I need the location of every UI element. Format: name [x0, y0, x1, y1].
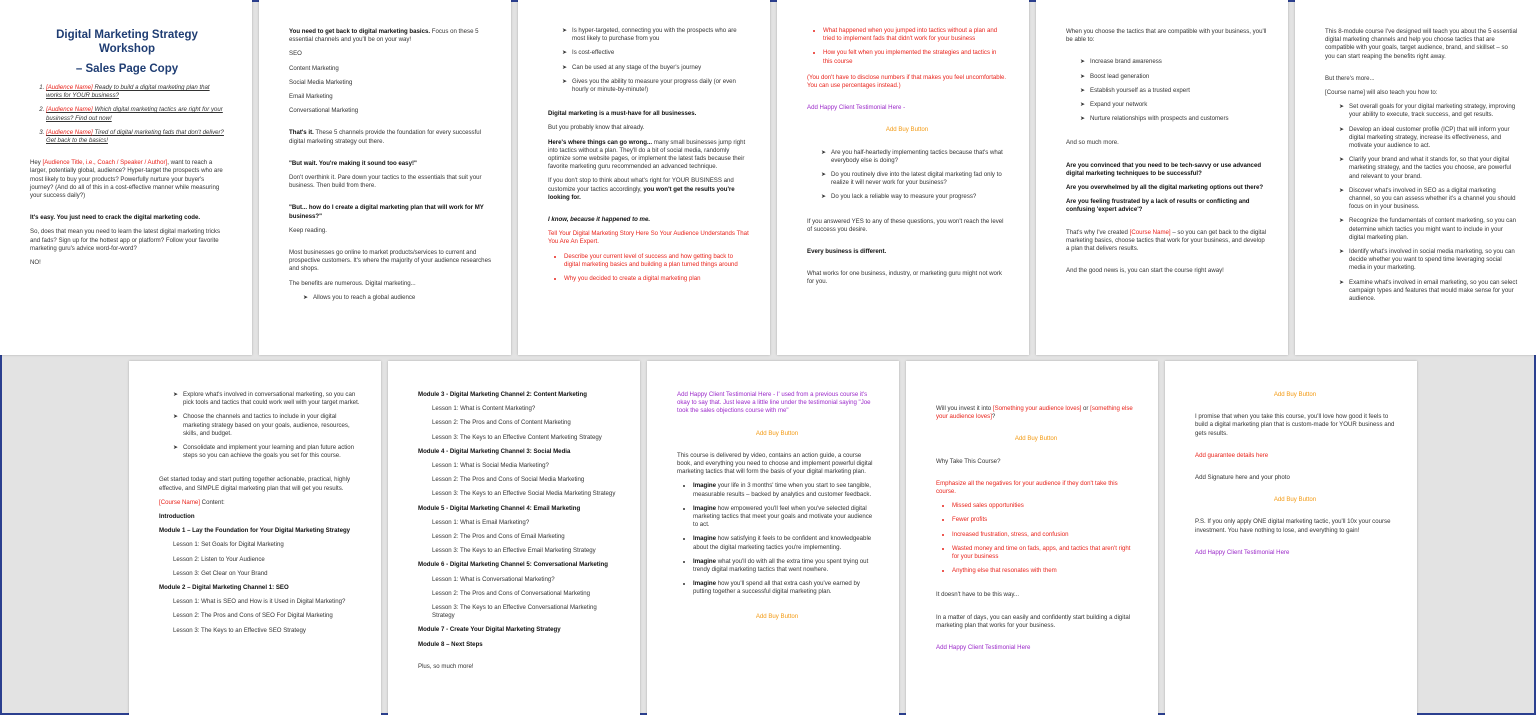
- imagine-text: what you'll do with all the extra time you spent trying out trendy digital marketing tactics that went nowhere.: [693, 557, 869, 574]
- buy-button-placeholder: Add Buy Button: [1273, 496, 1317, 504]
- lesson-item: Lesson 2: The Pros and Cons of SEO For Digital Marketing: [173, 612, 333, 620]
- channel-item: Email Marketing: [289, 93, 333, 101]
- thats-rest: These 5 channels provide the foundation for every successful digital marketing strategy out there.: [289, 129, 482, 145]
- negative-item: • Anything else that resonates with them: [952, 567, 1136, 575]
- page-9: [647, 361, 899, 715]
- get-started-paragraph: Get started today and start putting together actionable, practical, highly effective, and SIMPLE digital marketing plan that will get you results.: [159, 476, 351, 492]
- imagine-item: [693, 535, 877, 551]
- delivered-paragraph: This course is delivered by video, contains an action guide, a course book, and everything you need to choose and implement powerful digital marketing tactics that will form the basis of your digital marketing plan.: [677, 451, 873, 476]
- headline-item: [46, 129, 224, 145]
- imagine-bold: Imagine: [693, 557, 717, 565]
- module-heading: Module 8 – Next Steps: [418, 640, 483, 648]
- module-heading: Module 2 – Digital Marketing Channel 1: SEO: [159, 584, 289, 592]
- page-2: [259, 0, 511, 355]
- module-heading: Module 1 – Lay the Foundation for Your Digital Marketing Strategy: [159, 527, 351, 535]
- imagine-item: [693, 580, 877, 596]
- lesson-item: Lesson 3: The Keys to an Effective SEO Strategy: [173, 626, 306, 634]
- outcome-item: ➤ Clarify your brand and what it stands for, so that your digital marketing strategy, and the tactics you choose, are powerful and relevant to your brand.: [1339, 156, 1518, 181]
- testimonial-placeholder: Add Happy Client Testimonial Here -: [807, 104, 906, 112]
- hey-paragraph: [30, 159, 224, 200]
- title-line-1: Digital Marketing Strategy: [56, 29, 198, 41]
- thats-why-paragraph: [1066, 229, 1268, 254]
- headline-item: [46, 84, 224, 100]
- content-label: Content:: [199, 498, 225, 506]
- imagine-bold: Imagine: [693, 535, 717, 543]
- invest-paragraph: [936, 405, 1136, 421]
- if-yes-paragraph: If you answered YES to any of these questions, you won't reach the level of success you desire.: [807, 217, 1004, 233]
- page-4: [777, 0, 1029, 355]
- testimonial-placeholder: Add Happy Client Testimonial Here - I' used from a previous course it's okay to say that. Just leave a little line under the testimonial saying "Joe took the sales objections course with me": [677, 391, 871, 415]
- easy-heading: It's easy. You just need to crack the digital marketing code.: [30, 214, 201, 222]
- buy-button-placeholder: Add Buy Button: [885, 126, 929, 134]
- outcome-item: ➤ Examine what's involved in email marketing, so you can select campaign types and features that would make sense for your audience.: [1339, 279, 1518, 304]
- thats-pre: That's why I've created: [1066, 228, 1130, 236]
- module-heading: Module 5 - Digital Marketing Channel 4: Email Marketing: [418, 504, 581, 512]
- signature-placeholder: Add Signature here and your photo: [1195, 474, 1290, 482]
- most-paragraph: Most businesses go online to market products/services to current and prospective customers. It's where the majority of your audience researches and shops.: [289, 249, 492, 273]
- lesson-item: Lesson 3: The Keys to an Effective Social Media Marketing Strategy: [432, 490, 616, 498]
- question-item: ➤ Do you routinely dive into the latest digital marketing fad only to realize it will never work for your business?: [821, 171, 1007, 187]
- title-line-3: – Sales Page Copy: [75, 63, 179, 75]
- lesson-item: Lesson 3: The Keys to an Effective Email Marketing Strategy: [432, 547, 596, 555]
- story-item: • Describe your current level of success and how getting back to digital marketing basics and building a plan turned things around: [564, 253, 750, 269]
- headline-item: [46, 106, 224, 122]
- hey-prefix: Hey: [30, 159, 43, 167]
- benefit-item: ➤ Can be used at any stage of the buyer's journey: [562, 64, 750, 72]
- benefit-item: ➤ Is hyper-targeted, connecting you with the prospects who are most likely to purchase from you: [562, 27, 750, 43]
- must-heading: Digital marketing is a must-have for all businesses.: [548, 110, 697, 118]
- buy-button-placeholder: Add Buy Button: [1014, 435, 1058, 443]
- story-list: [548, 253, 750, 284]
- outcome-item: ➤ Discover what's involved in SEO as a digital marketing channel, so you can assess whether it's a channel you should focus on in your business.: [1339, 187, 1518, 212]
- lesson-item: Lesson 1: What is Email Marketing?: [432, 518, 530, 526]
- content-heading: [159, 499, 361, 507]
- thats-rest: – so you can get back to the digital marketing basics, choose tactics that work for your business, and develop a plan that delivers results.: [1066, 228, 1267, 253]
- story-item: • How you felt when you implemented the strategies and tactics in this course: [823, 49, 1007, 65]
- page-6: [1295, 0, 1536, 355]
- lesson-item: Lesson 2: The Pros and Cons of Conversational Marketing: [432, 589, 591, 597]
- ability-item: ➤ Increase brand awareness: [1080, 58, 1268, 66]
- if-pre: If you don't stop to think about what's right for YOUR BUSINESS and customize your tactics accordingly,: [548, 177, 734, 193]
- keep-reading: Keep reading.: [289, 226, 327, 234]
- outcome-item: ➤ Consolidate and implement your learning and plan future action steps so you can achieve the goals you set for this course.: [173, 444, 361, 460]
- if-bold: you won't get the results you're looking for.: [548, 185, 735, 201]
- when-paragraph: When you choose the tactics that are compatible with your business, you'll be able to:: [1066, 28, 1267, 44]
- negative-item: • Fewer profits: [952, 516, 1136, 524]
- headline-text: Ready to build a digital marketing plan that works for YOUR business?: [46, 84, 210, 100]
- imagine-list: [677, 482, 877, 596]
- imagine-text: your life in 3 months' time when you start to see tangible, measurable results – backed by analytics and customer feedback.: [693, 482, 872, 498]
- lesson-item: Lesson 1: Set Goals for Digital Marketing: [173, 541, 284, 549]
- ps-paragraph: P.S. If you only apply ONE digital marketing tactic, you'll 10x your course investment. You have nothing to lose, and everything to gain!: [1195, 518, 1391, 534]
- why-heading: Why Take This Course?: [936, 457, 1001, 465]
- lesson-item: Lesson 2: Listen to Your Audience: [173, 555, 265, 563]
- outcome-list: [159, 391, 361, 460]
- page-7: [129, 361, 381, 715]
- basics-paragraph: [289, 28, 491, 44]
- page-1: [0, 0, 252, 355]
- benefit-list: [289, 294, 491, 302]
- imagine-item: [693, 505, 877, 530]
- lesson-item: Lesson 3: The Keys to an Effective Content Marketing Strategy: [432, 433, 602, 441]
- thats-paragraph: [289, 129, 491, 145]
- audience-tag: [Audience Name]: [46, 128, 93, 136]
- wrong-paragraph: [548, 139, 750, 172]
- lesson-item: Lesson 3: The Keys to an Effective Conversational Marketing Strategy: [432, 604, 597, 620]
- outcome-item: ➤ Recognize the fundamentals of content marketing, so you can determine which tactics you might want to include in your digital marketing plan.: [1339, 217, 1518, 242]
- negative-item: • Wasted money and time on fads, apps, and tactics that aren't right for your business: [952, 545, 1136, 561]
- outcome-item: ➤ Explore what's involved in conversational marketing, so you can pick tools and tactics that could work well with your target market.: [173, 391, 361, 407]
- audience-love-tag: [something else your audience loves]: [936, 405, 1133, 421]
- lesson-item: Lesson 2: The Pros and Cons of Email Marketing: [432, 533, 565, 541]
- story-item: • What happened when you jumped into tactics without a plan and tried to implement fads that didn't work for your business: [823, 27, 1007, 43]
- doesnt-have-to: It doesn't have to be this way...: [936, 591, 1020, 599]
- question-heading: Are you feeling frustrated by a lack of results or conflicting and confusing 'expert advice'?: [1066, 198, 1250, 214]
- negative-item: • Missed sales opportunities: [952, 502, 1136, 510]
- more-text: And so much more.: [1066, 139, 1119, 147]
- benefit-list: [548, 27, 750, 94]
- ability-list: [1066, 58, 1268, 123]
- intro-paragraph: This 8-module course I've designed will teach you about the 5 essential digital marketing channels and help you choose tactics that are compatible with your goals, target audience, brand, and skillset – so you can start reaping the benefits right away.: [1325, 28, 1518, 60]
- buy-button-placeholder: Add Buy Button: [755, 429, 799, 437]
- basics-bold: You need to get back to digital marketing basics.: [289, 28, 431, 35]
- title-line-2: Workshop: [98, 43, 155, 55]
- but-wait-heading: "But wait. You're making it sound too easy!": [289, 159, 417, 167]
- testimonial-placeholder: Add Happy Client Testimonial Here: [1195, 548, 1290, 556]
- lesson-item: Lesson 1: What is Conversational Marketing?: [432, 575, 555, 583]
- guarantee-placeholder: Add guarantee details here: [1195, 451, 1269, 459]
- question-item: ➤ Do you lack a reliable way to measure your progress?: [821, 193, 1007, 201]
- page-5: [1036, 0, 1288, 355]
- buy-button-placeholder: Add Buy Button: [1273, 391, 1317, 398]
- outcome-list: [1325, 103, 1518, 303]
- imagine-text: how you'll spend all that extra cash you've earned by putting together a successful digital marketing plan.: [693, 580, 860, 596]
- every-heading: Every business is different.: [807, 248, 887, 256]
- emphasize-prompt: Emphasize all the negatives for your audience if they don't take this course.: [936, 479, 1118, 496]
- page-10: [906, 361, 1158, 715]
- thats-bold: That's it.: [289, 129, 314, 137]
- ability-item: ➤ Expand your network: [1080, 101, 1268, 109]
- lesson-item: Lesson 3: Get Clear on Your Brand: [173, 569, 268, 577]
- matter-of-days: In a matter of days, you can easily and confidently start building a digital marketing plan that works for your business.: [936, 613, 1131, 629]
- wrong-bold: Here's where things can go wrong...: [548, 138, 653, 146]
- question-item: ➤ Are you half-heartedly implementing tactics because that's what everybody else is doing?: [821, 149, 1007, 165]
- benefit-item: ➤ Allows you to reach a global audience: [303, 294, 491, 302]
- invest-or: or: [1081, 405, 1091, 412]
- audience-tag: [Audience Name]: [46, 106, 93, 114]
- module-heading: Introduction: [159, 513, 195, 521]
- module-heading: Module 6 - Digital Marketing Channel 5: Conversational Marketing: [418, 561, 608, 569]
- promise-paragraph: I promise that when you take this course, you'll love how good it feels to build a digital marketing plan that is custom-made for YOUR business and gets results.: [1195, 413, 1395, 437]
- module-heading: Module 4 - Digital Marketing Channel 3: Social Media: [418, 447, 571, 455]
- course-name-tag: [Course Name]: [1129, 228, 1171, 236]
- basics-rest: Focus on these 5 essential channels and you'll be on your way!: [289, 28, 479, 44]
- imagine-bold: Imagine: [693, 580, 717, 588]
- lesson-item: Lesson 2: The Pros and Cons of Content Marketing: [432, 419, 571, 427]
- buy-button-placeholder: Add Buy Button: [755, 612, 799, 620]
- page-11: [1165, 361, 1417, 715]
- module-heading: Module 3 - Digital Marketing Channel 2: Content Marketing: [418, 391, 587, 398]
- page-8: [388, 361, 640, 715]
- benefit-item: ➤ Is cost-effective: [562, 49, 750, 57]
- course-name-tag: [Course Name]: [159, 498, 200, 506]
- doc-title: [30, 28, 224, 76]
- plus-more: Plus, so much more!: [418, 662, 474, 670]
- imagine-text: how satisfying it feels to be confident and knowledgeable about the digital marketing tactics you're implementing.: [693, 535, 872, 551]
- good-news: And the good news is, you can start the course right away!: [1066, 267, 1224, 275]
- lesson-item: Lesson 1: What is Social Media Marketing?: [432, 462, 549, 470]
- what-works-paragraph: What works for one business, industry, or marketing guru might not work for you.: [807, 270, 1002, 286]
- if-paragraph: [548, 177, 750, 202]
- also-text: [Course name] will also teach you how to:: [1325, 89, 1438, 97]
- imagine-bold: Imagine: [693, 482, 717, 490]
- channel-item: Social Media Marketing: [289, 78, 353, 86]
- headline-list: [30, 84, 224, 145]
- more-text: But there's more...: [1325, 74, 1375, 82]
- question-list: [807, 149, 1007, 202]
- channel-item: SEO: [289, 50, 302, 58]
- testimonial-placeholder: Add Happy Client Testimonial Here: [936, 644, 1031, 652]
- imagine-text: how empowered you'll feel when you've selected digital marketing tactics that meet your goals and motivate your audience to act.: [693, 504, 873, 529]
- no-text: NO!: [30, 259, 41, 267]
- so-does-paragraph: So, does that mean you need to learn the latest digital marketing tricks and fads? Sign up for the hottest app or platform? Follow your favorite marketing guru's advice word-for-word?: [30, 228, 221, 252]
- ability-item: ➤ Boost lead generation: [1080, 73, 1268, 81]
- audience-title-tag: [Audience Title, i.e., Coach / Speaker / Author]: [42, 159, 168, 167]
- negative-item: • Increased frustration, stress, and confusion: [952, 531, 1136, 539]
- know-heading: I know, because it happened to me.: [548, 216, 651, 224]
- outcome-item: ➤ Develop an ideal customer profile (ICP) that will inform your digital marketing strategy, increase its effectiveness, and motivate your audience to act.: [1339, 126, 1518, 151]
- but-how-heading: "But... how do I create a digital marketing plan that will work for MY business?": [289, 204, 484, 220]
- lesson-item: Lesson 1: What is Content Marketing?: [432, 405, 536, 413]
- benefits-paragraph: The benefits are numerous. Digital marketing...: [289, 279, 416, 287]
- channel-item: Conversational Marketing: [289, 107, 359, 115]
- headline-text: Tired of digital marketing fads that don't deliver? Get back to the basics!: [46, 128, 224, 145]
- question-heading: Are you convinced that you need to be tech-savvy or use advanced digital marketing techniques to be successful?: [1066, 161, 1262, 177]
- negatives-list: [936, 502, 1136, 575]
- module-heading: Module 7 - Create Your Digital Marketing Strategy: [418, 626, 561, 634]
- invest-pre: Will you invest it into: [936, 405, 993, 412]
- channel-item: Content Marketing: [289, 64, 339, 72]
- headline-text: Which digital marketing tactics are right for your business? Find out now!: [46, 106, 223, 122]
- imagine-item: [693, 558, 877, 574]
- ability-item: ➤ Nurture relationships with prospects and customers: [1080, 115, 1268, 123]
- outcome-item: ➤ Set overall goals for your digital marketing strategy, improving your ability to execute, track success, and get results.: [1339, 103, 1518, 119]
- outcome-item: ➤ Choose the channels and tactics to include in your digital marketing strategy based on your goals, audience, resources, skills, and budget.: [173, 413, 361, 438]
- story-list: [807, 27, 1007, 66]
- hey-rest: , want to reach a larger, potentially global, audience? Hyper-target the prospects who are most likely to buy your products? Powerfully nurture your buyer's journey? (And do all of this in a cost-effective manner while measuring your success daily?): [30, 159, 223, 200]
- invest-end: ?: [991, 413, 996, 421]
- dont-paragraph: Don't overthink it. Pare down your tactics to the essentials that suit your business. Then build from there.: [289, 174, 482, 190]
- audience-tag: [Audience Name]: [46, 84, 93, 91]
- imagine-item: [693, 482, 877, 498]
- imagine-bold: Imagine: [693, 504, 717, 512]
- but-know-text: But you probably know that already.: [548, 124, 645, 132]
- ability-item: ➤ Establish yourself as a trusted expert: [1080, 87, 1268, 95]
- outcome-item: ➤ Identify what's involved in social media marketing, so you can decide whether you want to spend time leveraging social media in your marketing.: [1339, 248, 1518, 273]
- wrong-rest: many small businesses jump right into tactics without a plan. They'll do a bit of social media, randomly optimize some website pages, or implement the latest fads because their favorite marketing guru recommended an advanced technique.: [548, 138, 746, 171]
- tell-story-prompt: Tell Your Digital Marketing Story Here So Your Audience Understands That You Are An Expert.: [548, 230, 749, 246]
- audience-love-tag: [Something your audience loves]: [992, 405, 1082, 412]
- benefit-item: ➤ Gives you the ability to measure your progress daily (or even hourly or minute-by-minute!): [562, 78, 750, 94]
- question-heading: Are you overwhelmed by all the digital marketing options out there?: [1066, 184, 1264, 192]
- lesson-item: Lesson 2: The Pros and Cons of Social Media Marketing: [432, 476, 585, 484]
- lesson-item: Lesson 1: What is SEO and How is it Used in Digital Marketing?: [173, 598, 346, 606]
- story-item: • Why you decided to create a digital marketing plan: [564, 275, 750, 283]
- disclose-note: (You don't have to disclose numbers if that makes you feel uncomfortable. You can use percentages instead.): [807, 73, 1007, 90]
- page-3: [518, 0, 770, 355]
